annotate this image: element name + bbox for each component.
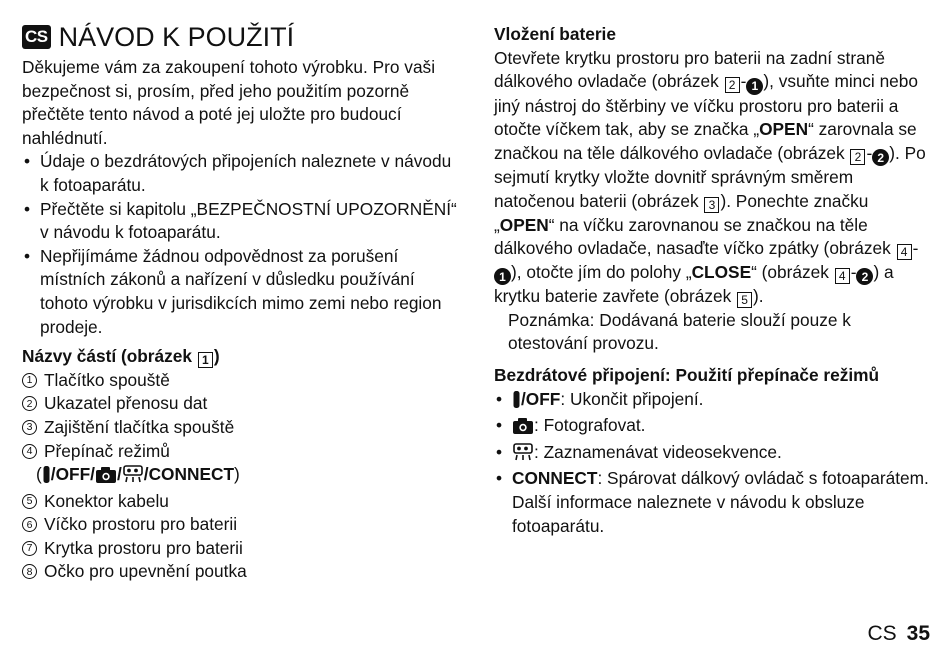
parts-heading-text: Názvy částí (obrázek xyxy=(22,346,197,367)
part-label: Konektor kabelu xyxy=(44,490,169,511)
open-mark-label: OPEN xyxy=(759,119,809,140)
paren-close: ) xyxy=(234,464,240,485)
part-number: 2 xyxy=(22,396,37,411)
step-number: 1 xyxy=(746,78,763,95)
battery-text: ). xyxy=(753,286,764,307)
camera-description: : Fotografovat. xyxy=(534,415,646,436)
part-item xyxy=(22,369,462,393)
part-label: Očko pro upevnění poutka xyxy=(44,561,247,582)
battery-text: ) a krytku baterie zavřete (obrázek xyxy=(494,261,894,307)
part-label: Víčko prostoru pro baterii xyxy=(44,514,238,535)
dash: - xyxy=(866,142,873,163)
battery-text: ), vsuňte minci nebo jiný nástroj do štěrbiny ve víčku prostoru pro baterii a otočte víčkem tak, aby se značka „ xyxy=(494,71,919,140)
step-number: 2 xyxy=(872,149,889,166)
dash: - xyxy=(740,71,747,92)
battery-heading: Vložení baterie xyxy=(494,24,616,44)
camera-icon xyxy=(512,417,534,441)
connect-label: CONNECT xyxy=(512,468,598,489)
part-label: Krytka prostoru pro baterii xyxy=(44,537,243,558)
language-badge: CS xyxy=(22,25,51,49)
video-description: : Zaznamenávat videosekvence. xyxy=(534,441,782,462)
power-icon xyxy=(512,391,521,415)
mode-list xyxy=(22,463,462,490)
bullet-item: • Přečtěte si kapitolu „BEZPEČNOSTNÍ UPOZORNĚNÍ“ v návodu k fotoaparátu. xyxy=(22,198,462,245)
intro-paragraph: Děkujeme vám za zakoupení tohoto výrobku. Pro vaši bezpečnost si, prosím, před jeho použitím pozorně přečtěte tento návod a poté jej uložte pro budoucí nahlédnutí. xyxy=(22,57,436,148)
part-label: Ukazatel přenosu dat xyxy=(44,393,208,414)
battery-text: ). Po sejmutí krytky vložte dovnitř správným směrem natočenou baterii (obrázek xyxy=(494,142,926,211)
off-description: : Ukončit připojení. xyxy=(560,388,704,409)
wireless-item-video xyxy=(494,441,930,468)
part-label: Zajištění tlačítka spouště xyxy=(44,416,235,437)
parts-heading xyxy=(22,345,462,369)
battery-note: Poznámka: Dodávaná baterie slouží pouze k otestování provozu. xyxy=(508,309,851,354)
dash: - xyxy=(850,261,857,282)
page-title xyxy=(22,20,462,54)
connect-description: : Spárovat dálkový ovládač s fotoaparátem. Další informace naleznete v návodu k obsluze fotoaparátu. xyxy=(512,468,929,536)
dash: - xyxy=(912,238,919,259)
part-number: 5 xyxy=(22,494,37,509)
battery-text: ). Ponechte značku „ xyxy=(494,190,869,235)
mode-connect-label: CONNECT xyxy=(148,464,235,485)
part-number: 8 xyxy=(22,564,37,579)
step-number: 2 xyxy=(856,268,873,285)
figure-ref-box: 3 xyxy=(704,197,719,213)
figure-ref-box: 2 xyxy=(850,149,865,165)
part-item xyxy=(22,560,462,584)
part-label: Přepínač režimů xyxy=(44,440,170,461)
wireless-heading: Bezdrátové připojení: Použití přepínače režimů xyxy=(494,365,880,386)
right-column xyxy=(494,20,930,538)
bullet-item: • Nepřijímáme žádnou odpovědnost za porušení místních zákonů a nařízení v důsledku používání tohoto výrobku v jurisdikcích mimo zemi nebo region prodeje. xyxy=(22,245,462,339)
movie-icon xyxy=(122,465,144,490)
separator: / xyxy=(90,464,95,485)
part-number: 7 xyxy=(22,541,37,556)
figure-ref-box: 1 xyxy=(198,352,213,368)
step-number: 1 xyxy=(494,268,511,285)
battery-text: “ na víčku zarovnanou se značkou na těle dálkového ovladače, nasaďte víčko zpátky (obrázek xyxy=(494,214,896,259)
left-column xyxy=(22,20,462,584)
mode-off-label: /OFF xyxy=(50,464,91,485)
part-item xyxy=(22,392,462,416)
movie-icon xyxy=(512,443,534,468)
figure-ref-box: 4 xyxy=(897,244,912,260)
close-mark-label: CLOSE xyxy=(691,261,752,282)
battery-text: Otevřete krytku prostoru pro baterii na zadní straně dálkového ovladače (obrázek xyxy=(494,47,885,92)
page-number: 35 xyxy=(906,622,930,645)
paren-open: ( xyxy=(36,464,42,485)
battery-text: “ (obrázek xyxy=(751,261,834,282)
part-item xyxy=(22,537,462,561)
bullet-item: • Údaje o bezdrátových připojeních naleznete v návodu k fotoaparátu. xyxy=(22,150,462,197)
power-icon xyxy=(42,466,51,490)
camera-icon xyxy=(95,466,117,490)
battery-paragraph xyxy=(494,47,930,309)
battery-text: “ zarovnala se značkou na těle dálkového ovladače (obrázek xyxy=(494,119,917,163)
wireless-item-camera xyxy=(494,414,930,441)
part-number: 1 xyxy=(22,373,37,388)
open-mark-label: OPEN xyxy=(499,214,549,235)
page-footer xyxy=(867,622,930,646)
figure-ref-box: 5 xyxy=(737,292,752,308)
part-label: Tlačítko spouště xyxy=(44,369,170,390)
figure-ref-box: 2 xyxy=(725,77,740,93)
footer-language: CS xyxy=(867,622,897,645)
part-item xyxy=(22,513,462,537)
separator: / xyxy=(143,464,149,485)
part-item xyxy=(22,416,462,440)
battery-text: ), otočte jím do polohy „ xyxy=(511,261,692,282)
part-number: 6 xyxy=(22,517,37,532)
part-number: 3 xyxy=(22,420,37,435)
part-item xyxy=(22,490,462,514)
wireless-item-off xyxy=(494,388,930,415)
off-label: /OFF xyxy=(521,388,561,409)
wireless-item-connect xyxy=(494,467,930,538)
title-text: NÁVOD K POUŽITÍ xyxy=(58,22,295,52)
parts-heading-end: ) xyxy=(213,346,220,367)
separator: / xyxy=(116,464,122,485)
part-number: 4 xyxy=(22,444,37,459)
figure-ref-box: 4 xyxy=(835,268,850,284)
part-item xyxy=(22,440,462,464)
